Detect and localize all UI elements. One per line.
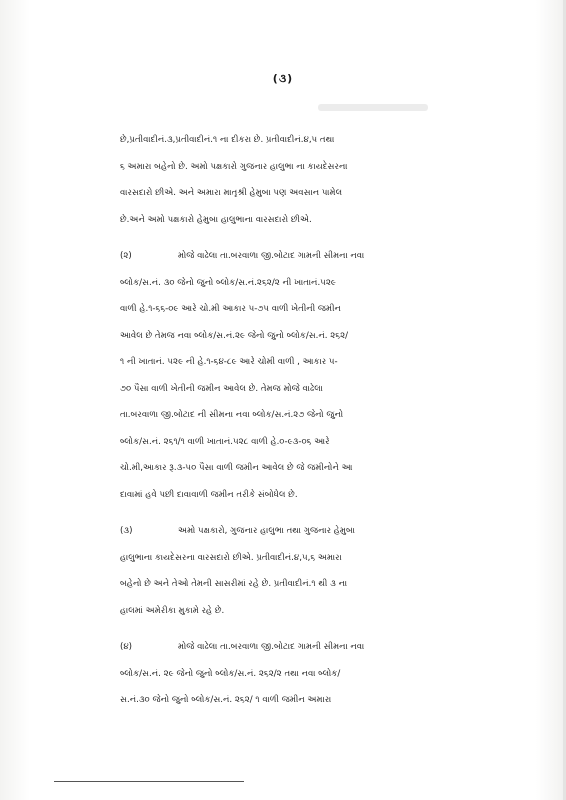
footer-divider: [54, 781, 244, 782]
text-line-content: મોજે વાઢેલા તા.બરવાળા જી.બોટાદ ગામની સીમના નવા: [178, 251, 365, 261]
text-line: [120, 634, 442, 661]
text-line: હાલમાં અમેરીકા મુકામે રહે છે.: [120, 605, 225, 616]
text-line: છે.અને અમો પક્ષકારો હેમુબા હાલુભાના વારસદારો છીએ.: [120, 214, 312, 225]
document-body: [120, 127, 442, 714]
text-line: દાવામાં હવે પછી દાવાવાળી જમીન તરીકે સંબોધેલ છે.: [120, 489, 298, 500]
paragraph-number: (૩): [120, 526, 133, 536]
text-line: તા.બરવાળા જી.બોટાદ ની સીમના નવા બ્લોક/સ.નં.૨૭ જેનો જુનો: [120, 410, 344, 420]
text-line: ૧ ની ખાતાનં. ૫૨૯ ની હે.૧-૬૪-૮૯ આરે ચોમી વાળી , આકાર ૫-: [120, 357, 338, 367]
paragraph-3: [120, 518, 442, 624]
text-line: વારસદારો છીએ. અને અમારા માતૃશ્રી હેમુબા પણ અવસાન પામેલ: [120, 188, 343, 198]
paragraph-number: (૪): [120, 642, 133, 652]
text-line: બ્લોક/સ.નં. ૨૬૧/૧ વાળી ખાતાનં.૫૨૮ વાળી હે.૦-૯૩-૦૬ આરે: [120, 436, 330, 447]
text-line: ૭૦ પૈસા વાળી ખેતીની જમીન આવેલ છે. તેમજ મોજે વાઢેલા: [120, 383, 323, 394]
text-line: આવેલ છે તેમજ નવા બ્લોક/સ.નં.૨૯ જેનો જુનો બ્લોક/સ.નં. ૨૬૨/: [120, 330, 349, 341]
text-line: ચો.મી,આકાર રૂ.૩-૫૦ પૈસા વાળી જમીન આવેલ છે જે જમીનોને આ: [120, 463, 353, 473]
text-line: છે,પ્રતીવાદીનં.૩,પ્રતીવાદીનં.૧ ના દીકરા છે. પ્રતીવાદીનં.૪,૫ તથા: [120, 135, 335, 145]
faint-stamp-mark: [318, 104, 428, 111]
text-line: [120, 518, 442, 545]
text-line: સ.નં.૩૦ જેનો જુનો બ્લોક/સ.નં. ૨૬૨/ ૧ વાળી જમીન અમારા: [120, 695, 332, 705]
paragraph-continuation: [120, 127, 442, 233]
text-line: બ્લોક/સ.નં. ૩૦ જેનો જુનો બ્લોક/સ.નં.૨૬૨/૨ ની ખાતાનં.૫૨૯: [120, 277, 336, 288]
paragraph-number: (૨): [120, 251, 132, 261]
paragraph-4: [120, 634, 442, 714]
text-line: બ્લોક/સ.નં. ૨૯ જેનો જુનો બ્લોક/સ.નં. ૨૬૨/૨ તથા નવા બ્લોક/: [120, 668, 341, 679]
text-line-content: મોજે વાઢેલા તા.બરવાળા જી.બોટાદ ગામની સીમના નવા: [178, 642, 365, 652]
text-line: બહેનો છે અને તેઓ તેમની સાસરીમાં રહે છે. પ્રતીવાદીનં.૧ થી ૩ ના: [120, 579, 348, 589]
page-number: (૩): [272, 72, 294, 85]
text-line: [120, 243, 442, 270]
text-line-content: અમો પક્ષકારો, ગુજનાર હાલુભા તથા ગુજનાર હેમુબા: [178, 526, 355, 536]
paragraph-2: [120, 243, 442, 508]
text-line: ૬ અમારા બહેનો છે. અમો પક્ષકારો ગુજનાર હાલુભા ના કાયદેસરના: [120, 161, 348, 172]
text-line: હાલુભાના કાયદેસરના વારસદારો છીએ. પ્રતીવાદીનં.૪,૫,૬ અમારા: [120, 552, 342, 563]
text-line: વાળી હે.૧-૬૬-૦૯ આરે ચો.મી આકાર ૫-૭૫ વાળી ખેતીની જમીન: [120, 304, 341, 314]
